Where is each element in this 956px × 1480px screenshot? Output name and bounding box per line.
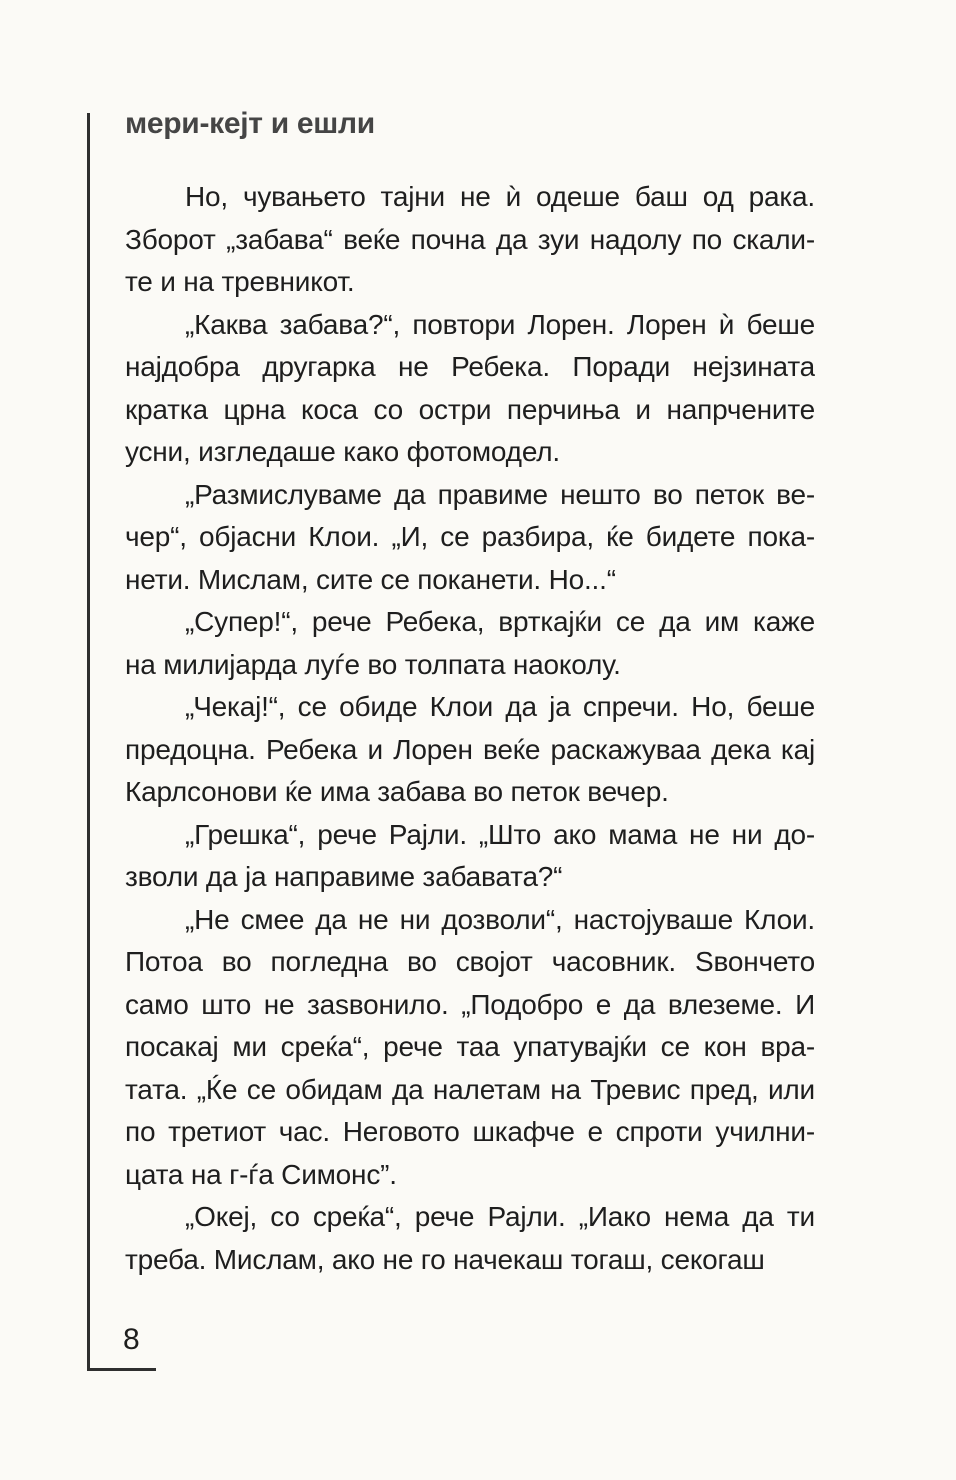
text-line: Зборот „забава“ веќе почна да зуи надолу по скали-	[125, 223, 815, 255]
paragraph	[125, 1196, 815, 1281]
text-line: Карлсонови ќе има забава во петок вечер.	[125, 776, 669, 807]
text-line: цата на г-ѓа Симонс”.	[125, 1158, 397, 1190]
text-line: Но, чувањето тајни не ѝ одеше баш од рака.	[185, 181, 815, 212]
paragraph	[125, 176, 815, 304]
left-margin-rule	[87, 113, 90, 1371]
paragraph	[125, 601, 815, 686]
text-line: чер“, објасни Клои. „И, се разбира, ќе бидете пока-	[125, 521, 815, 552]
paragraph	[125, 304, 815, 474]
running-header: мери-кејт и ешли	[125, 107, 375, 140]
text-line: кратка црна коса со остри перчиња и напрчените	[125, 393, 815, 425]
text-line: „Не смее да не ни дозволи“, настојуваше Клои.	[185, 903, 815, 935]
text-line: посакај ми среќа“, рече таа упатувајќи се кон вра-	[125, 1031, 815, 1062]
text-line: „Супер!“, рече Ребека, врткајќи се да им каже	[185, 606, 815, 637]
text-line: нети. Мислам, сите се поканети. Но...“	[125, 563, 616, 595]
page-number: 8	[123, 1323, 140, 1356]
paragraph	[125, 474, 815, 602]
text-line: најдобра другарка не Ребека. Поради нејзината	[125, 351, 815, 382]
text-line: „Каква забава?“, повтори Лорен. Лорен ѝ беше	[185, 308, 815, 340]
text-line: зволи да ја направиме забавата?“	[125, 861, 563, 892]
text-line: те и на тревникот.	[125, 266, 355, 297]
paragraph	[125, 814, 815, 899]
text-line: само што не заѕвонило. „Подобро е да влеземе. И	[125, 988, 815, 1020]
bottom-margin-rule	[87, 1368, 156, 1371]
text-line: по третиот час. Неговото шкафче е спроти училни-	[125, 1116, 815, 1147]
body-text	[125, 176, 815, 1281]
text-line: „Чекај!“, се обиде Клои да ја спречи. Но, беше	[185, 691, 815, 722]
text-line: на милијарда луѓе во толпата наоколу.	[125, 648, 621, 680]
text-line: тата. „Ќе се обидам да налетам на Тревис пред, или	[125, 1073, 815, 1105]
text-line: „Океј, со среќа“, рече Рајли. „Иако нема да ти	[185, 1201, 815, 1232]
text-line: „Размислуваме да правиме нешто во петок ве-	[185, 478, 815, 510]
paragraph	[125, 686, 815, 814]
text-line: треба. Мислам, ако не го начекаш тогаш, секогаш	[125, 1243, 765, 1275]
text-line: предоцна. Ребека и Лорен веќе раскажуваа дека кај	[125, 733, 815, 765]
text-line: „Грешка“, рече Рајли. „Што ако мама не ни до-	[185, 818, 815, 850]
text-line: усни, изгледаше како фотомодел.	[125, 436, 560, 467]
text-line: Потоа во погледна во својот часовник. Ѕвончето	[125, 946, 815, 977]
paragraph	[125, 899, 815, 1197]
